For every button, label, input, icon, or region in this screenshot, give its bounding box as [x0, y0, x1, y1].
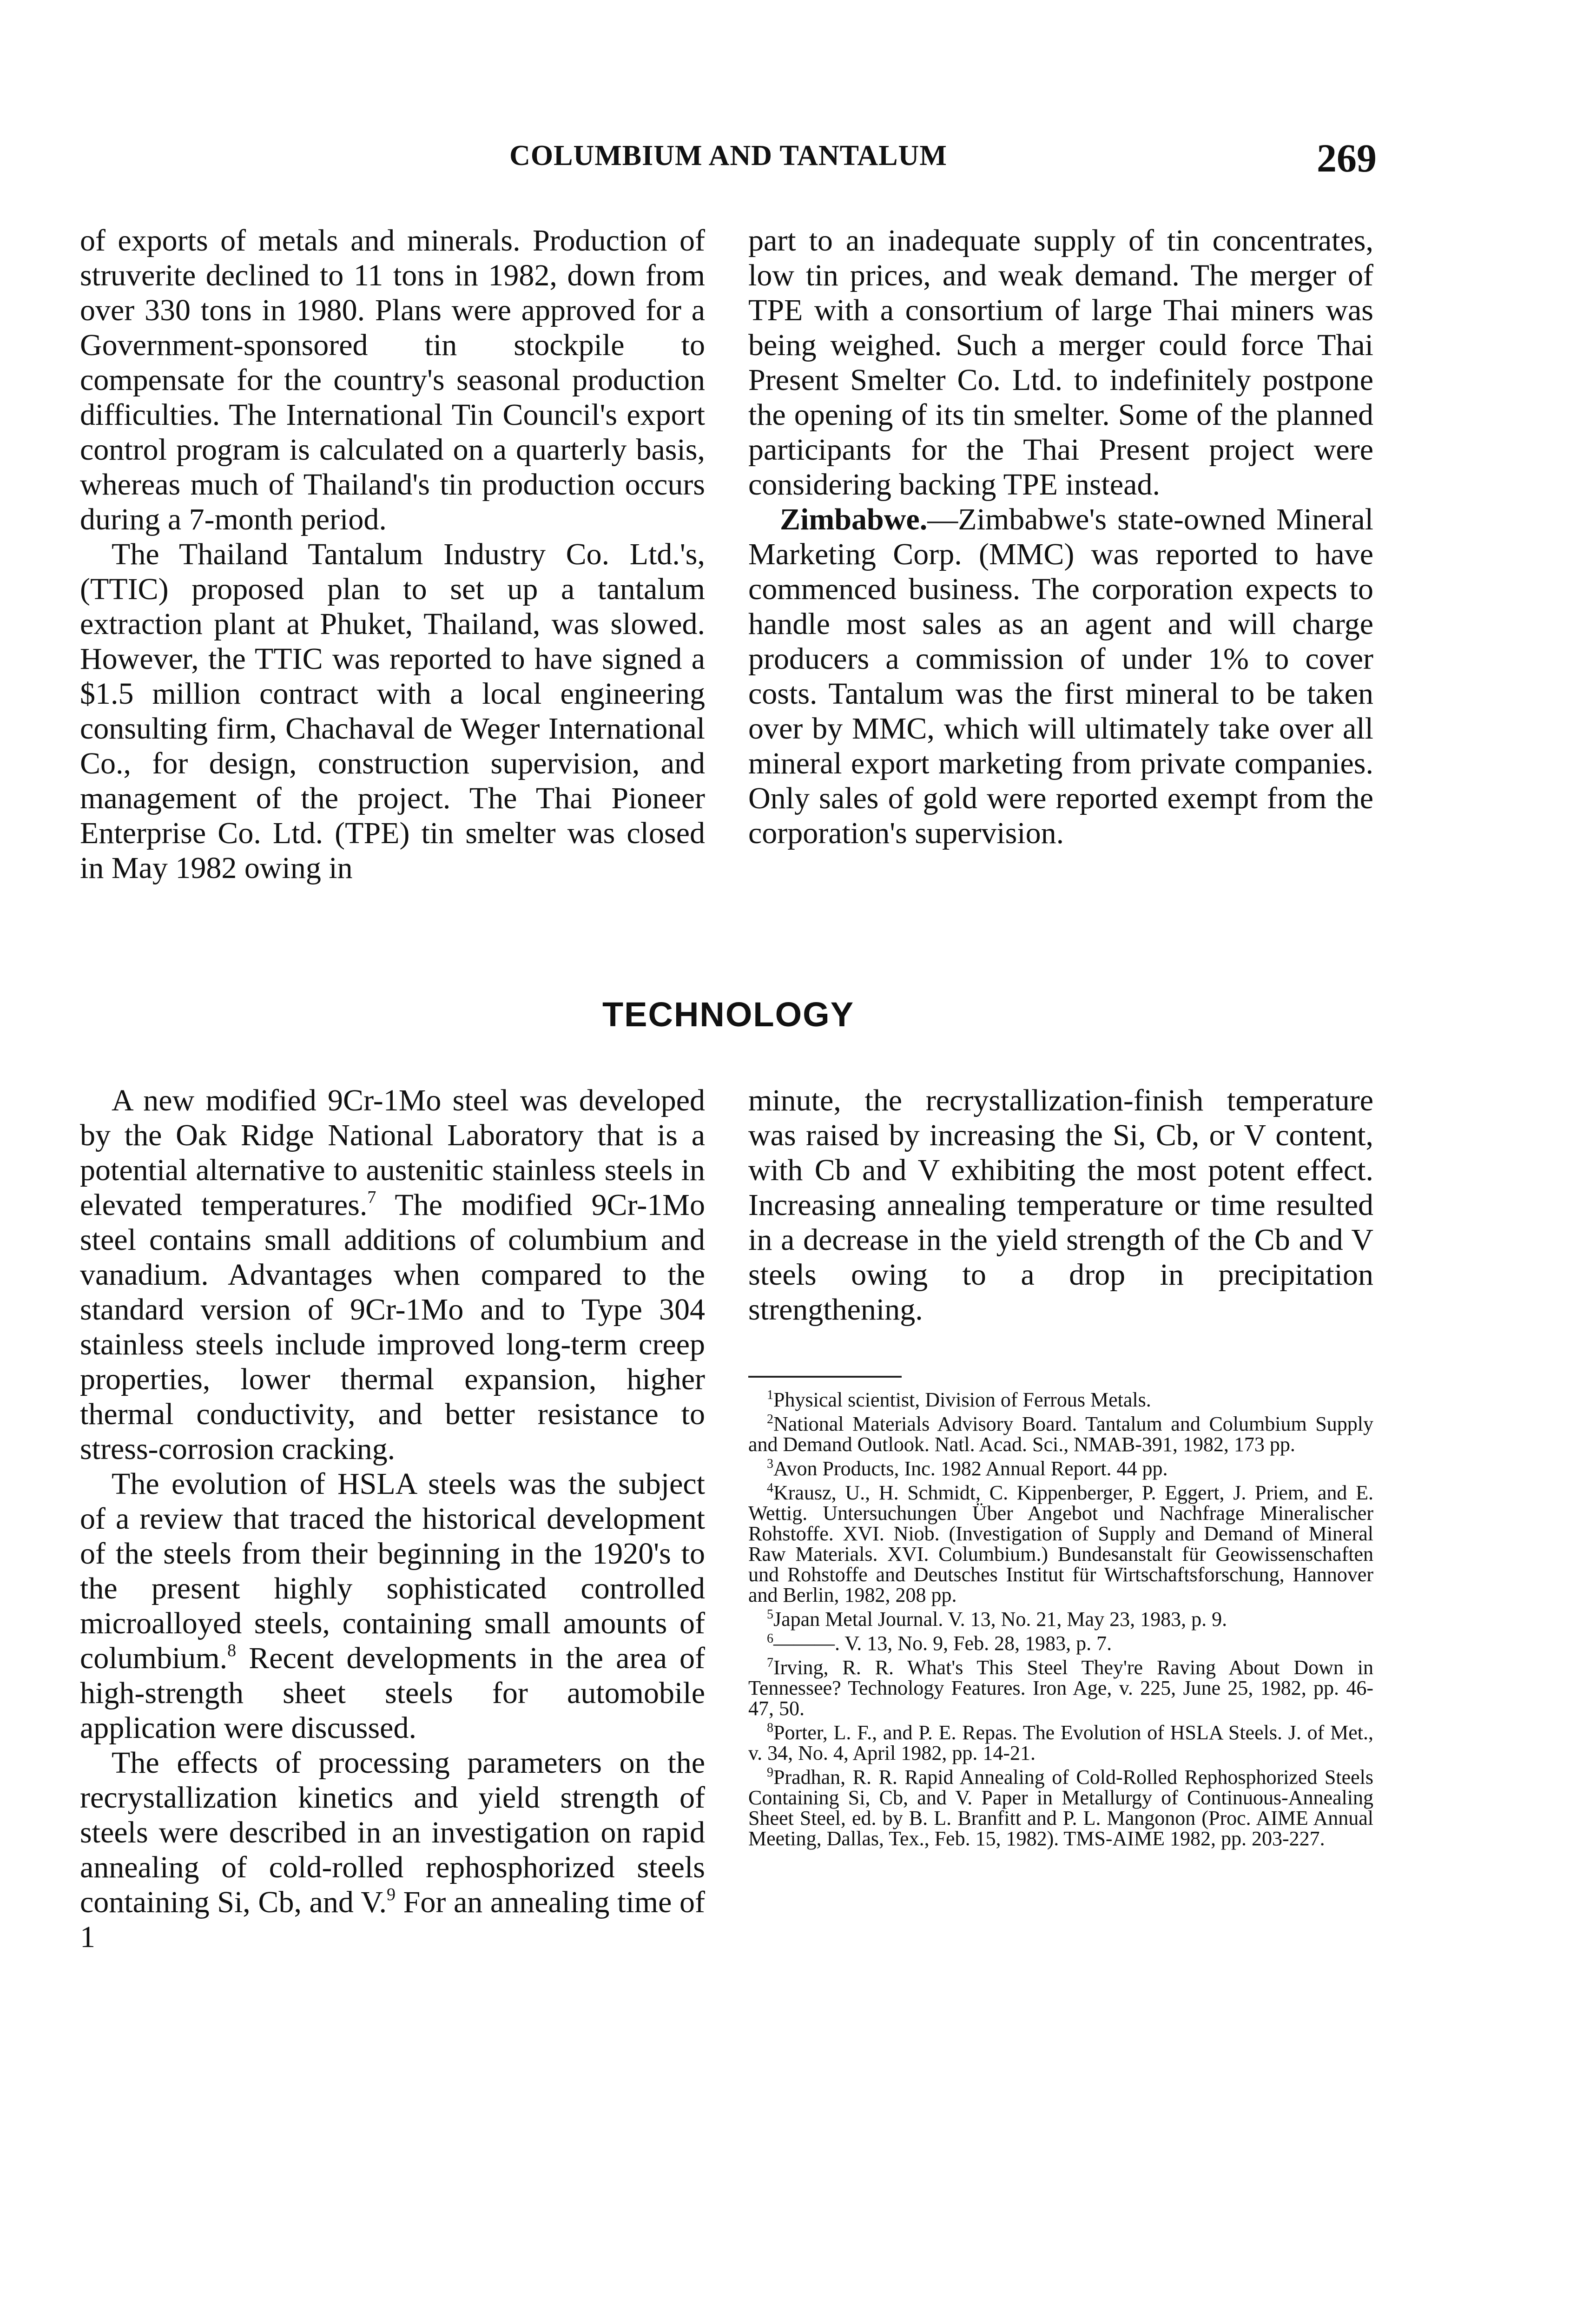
footnote: $^1$Physical scientist, Division of Ferrous Metals. [767, 1388, 1151, 1411]
paragraph-hsla: The evolution of HSLA steels was the subject of a review that traced the historical development of the steels from their beginning in the 1920's to the present highly sophisticated controlled microalloyed steels, containing small amounts of columbium.$^8$ Recent developments in the area of high-strength sheet steels for automobile application were discussed. [80, 1467, 705, 1745]
footnote: $^4$Krausz, U., H. Schmidt, C. Kippenberger, P. Eggert, J. Priem, and E. Wettig. Untersuchungen Über Angebot und Nachfrage Mineralischer Rohstoffe. XVI. Niob. (Investigation of Supply and Demand of Mineral Raw Materials. XVI. Columbium.) Bundesanstalt für Geowissenschaften und Rohstoffe and Deutsches Institut für Wirtschaftsforschung, Hannover and Berlin, 1982, 208 pp. [748, 1481, 1373, 1606]
paragraph-9cr-1mo: A new modified 9Cr-1Mo steel was developed by the Oak Ridge National Laboratory that is a potential alternative to austenitic stainless steels in elevated temperatures.$^7$ The modified 9Cr-1Mo steel contains small additions of columbium and vanadium. Advantages when compared to the standard version of 9Cr-1Mo and to Type 304 stainless steels include improved long-term creep properties, lower thermal expansion, higher thermal conductivity, and better resistance to stress-corrosion cracking. [80, 1083, 705, 1466]
top-left-column [80, 223, 705, 885]
footnote: $^5$Japan Metal Journal. V. 13, No. 21, May 23, 1983, p. 9. [767, 1607, 1227, 1631]
page-header [80, 135, 1377, 186]
section-heading-technology: TECHNOLOGY [602, 995, 855, 1034]
footnote: $^3$Avon Products, Inc. 1982 Annual Report. 44 pp. [767, 1457, 1168, 1480]
paragraph-ttic: The Thailand Tantalum Industry Co. Ltd.'s, (TTIC) proposed plan to set up a tantalum extraction plant at Phuket, Thailand, was slowed. However, the TTIC was reported to have signed a $1.5 million contract with a local engineering consulting firm, Chachaval de Weger International Co., for design, construction supervision, and management of the project. The Thai Pioneer Enterprise Co. Ltd. (TPE) tin smelter was closed in May 1982 owing in [80, 537, 705, 885]
footnote: $^9$Pradhan, R. R. Rapid Annealing of Cold-Rolled Rephosphorized Steels Containing Si, Cb, and V. Paper in Metallurgy of Continuous-Annealing Sheet Steel, ed. by B. L. Branfitt and P. L. Mangonon (Proc. AIME Annual Meeting, Dallas, Tex., Feb. 15, 1982). TMS-AIME 1982, pp. 203-227. [748, 1765, 1373, 1850]
footnote: $^8$Porter, L. F., and P. E. Repas. The Evolution of HSLA Steels. J. of Met., v. 34, No. 4, April 1982, pp. 14-21. [748, 1721, 1373, 1764]
technology-left-column [80, 1083, 705, 1954]
top-right-column [748, 223, 1373, 851]
footnote-ref-7: 7 [367, 1188, 376, 1207]
footnote-ref-8: 8 [227, 1641, 237, 1660]
page-number: 269 [1317, 136, 1377, 180]
paragraph-recrystallization: minute, the recrystallization-finish temperature was raised by increasing the Si, Cb, or V content, with Cb and V exhibiting the most potent effect. Increasing annealing temperature or time resulted in a decrease in the yield strength of the Cb and V steels owing to a drop in precipitation strengthening. [748, 1083, 1373, 1327]
paragraph-processing-parameters: The effects of processing parameters on the recrystallization kinetics and yield strength of steels were described in an investigation on rapid annealing of cold-rolled rephosphorized steels containing Si, Cb, and V.$^9$ For an annealing time of 1 [80, 1746, 705, 1954]
paragraph-tin-concentrates: part to an inadequate supply of tin concentrates, low tin prices, and weak demand. The merger of TPE with a consortium of large Thai miners was being weighed. Such a merger could force Thai Present Smelter Co. Ltd. to indefinitely postpone the opening of its tin smelter. Some of the planned participants for the Thai Present project were considering backing TPE instead. [748, 224, 1373, 502]
paragraph-struverite: of exports of metals and minerals. Production of struverite declined to 11 tons in 1982, down from over 330 tons in 1980. Plans were approved for a Government-sponsored tin stockpile to compensate for the country's seasonal production difficulties. The International Tin Council's export control program is calculated on a quarterly basis, whereas much of Thailand's tin production occurs during a 7-month period. [80, 224, 705, 536]
footnote: $^7$Irving, R. R. What's This Steel They're Raving About Down in Tennessee? Technology Features. Iron Age, v. 225, June 25, 1982, pp. 46-47, 50. [748, 1656, 1373, 1720]
zimbabwe-text: —Zimbabwe's state-owned Mineral Marketing Corp. (MMC) was reported to have commenced business. The corporation expects to handle most sales as an agent and will charge producers a commission of under 1% to cover costs. Tantalum was the first mineral to be taken over by MMC, which will ultimately take over all mineral export marketing from private companies. Only sales of gold were reported exempt from the corporation's supervision. [748, 502, 1373, 850]
footnote: $^2$National Materials Advisory Board. Tantalum and Columbium Supply and Demand Outlook. Natl. Acad. Sci., NMAB-391, 1982, 173 pp. [748, 1412, 1373, 1456]
footnote: $^6$———. V. 13, No. 9, Feb. 28, 1983, p. 7. [767, 1631, 1112, 1655]
zimbabwe-lead: Zimbabwe. [780, 502, 928, 536]
paragraph-zimbabwe [748, 502, 1373, 851]
footnote-rule [748, 1376, 902, 1378]
running-head: COLUMBIUM AND TANTALUM [509, 140, 947, 172]
footnote-ref-9: 9 [386, 1885, 396, 1904]
footnotes [748, 1390, 1373, 1853]
technology-right-column [748, 1083, 1373, 1327]
